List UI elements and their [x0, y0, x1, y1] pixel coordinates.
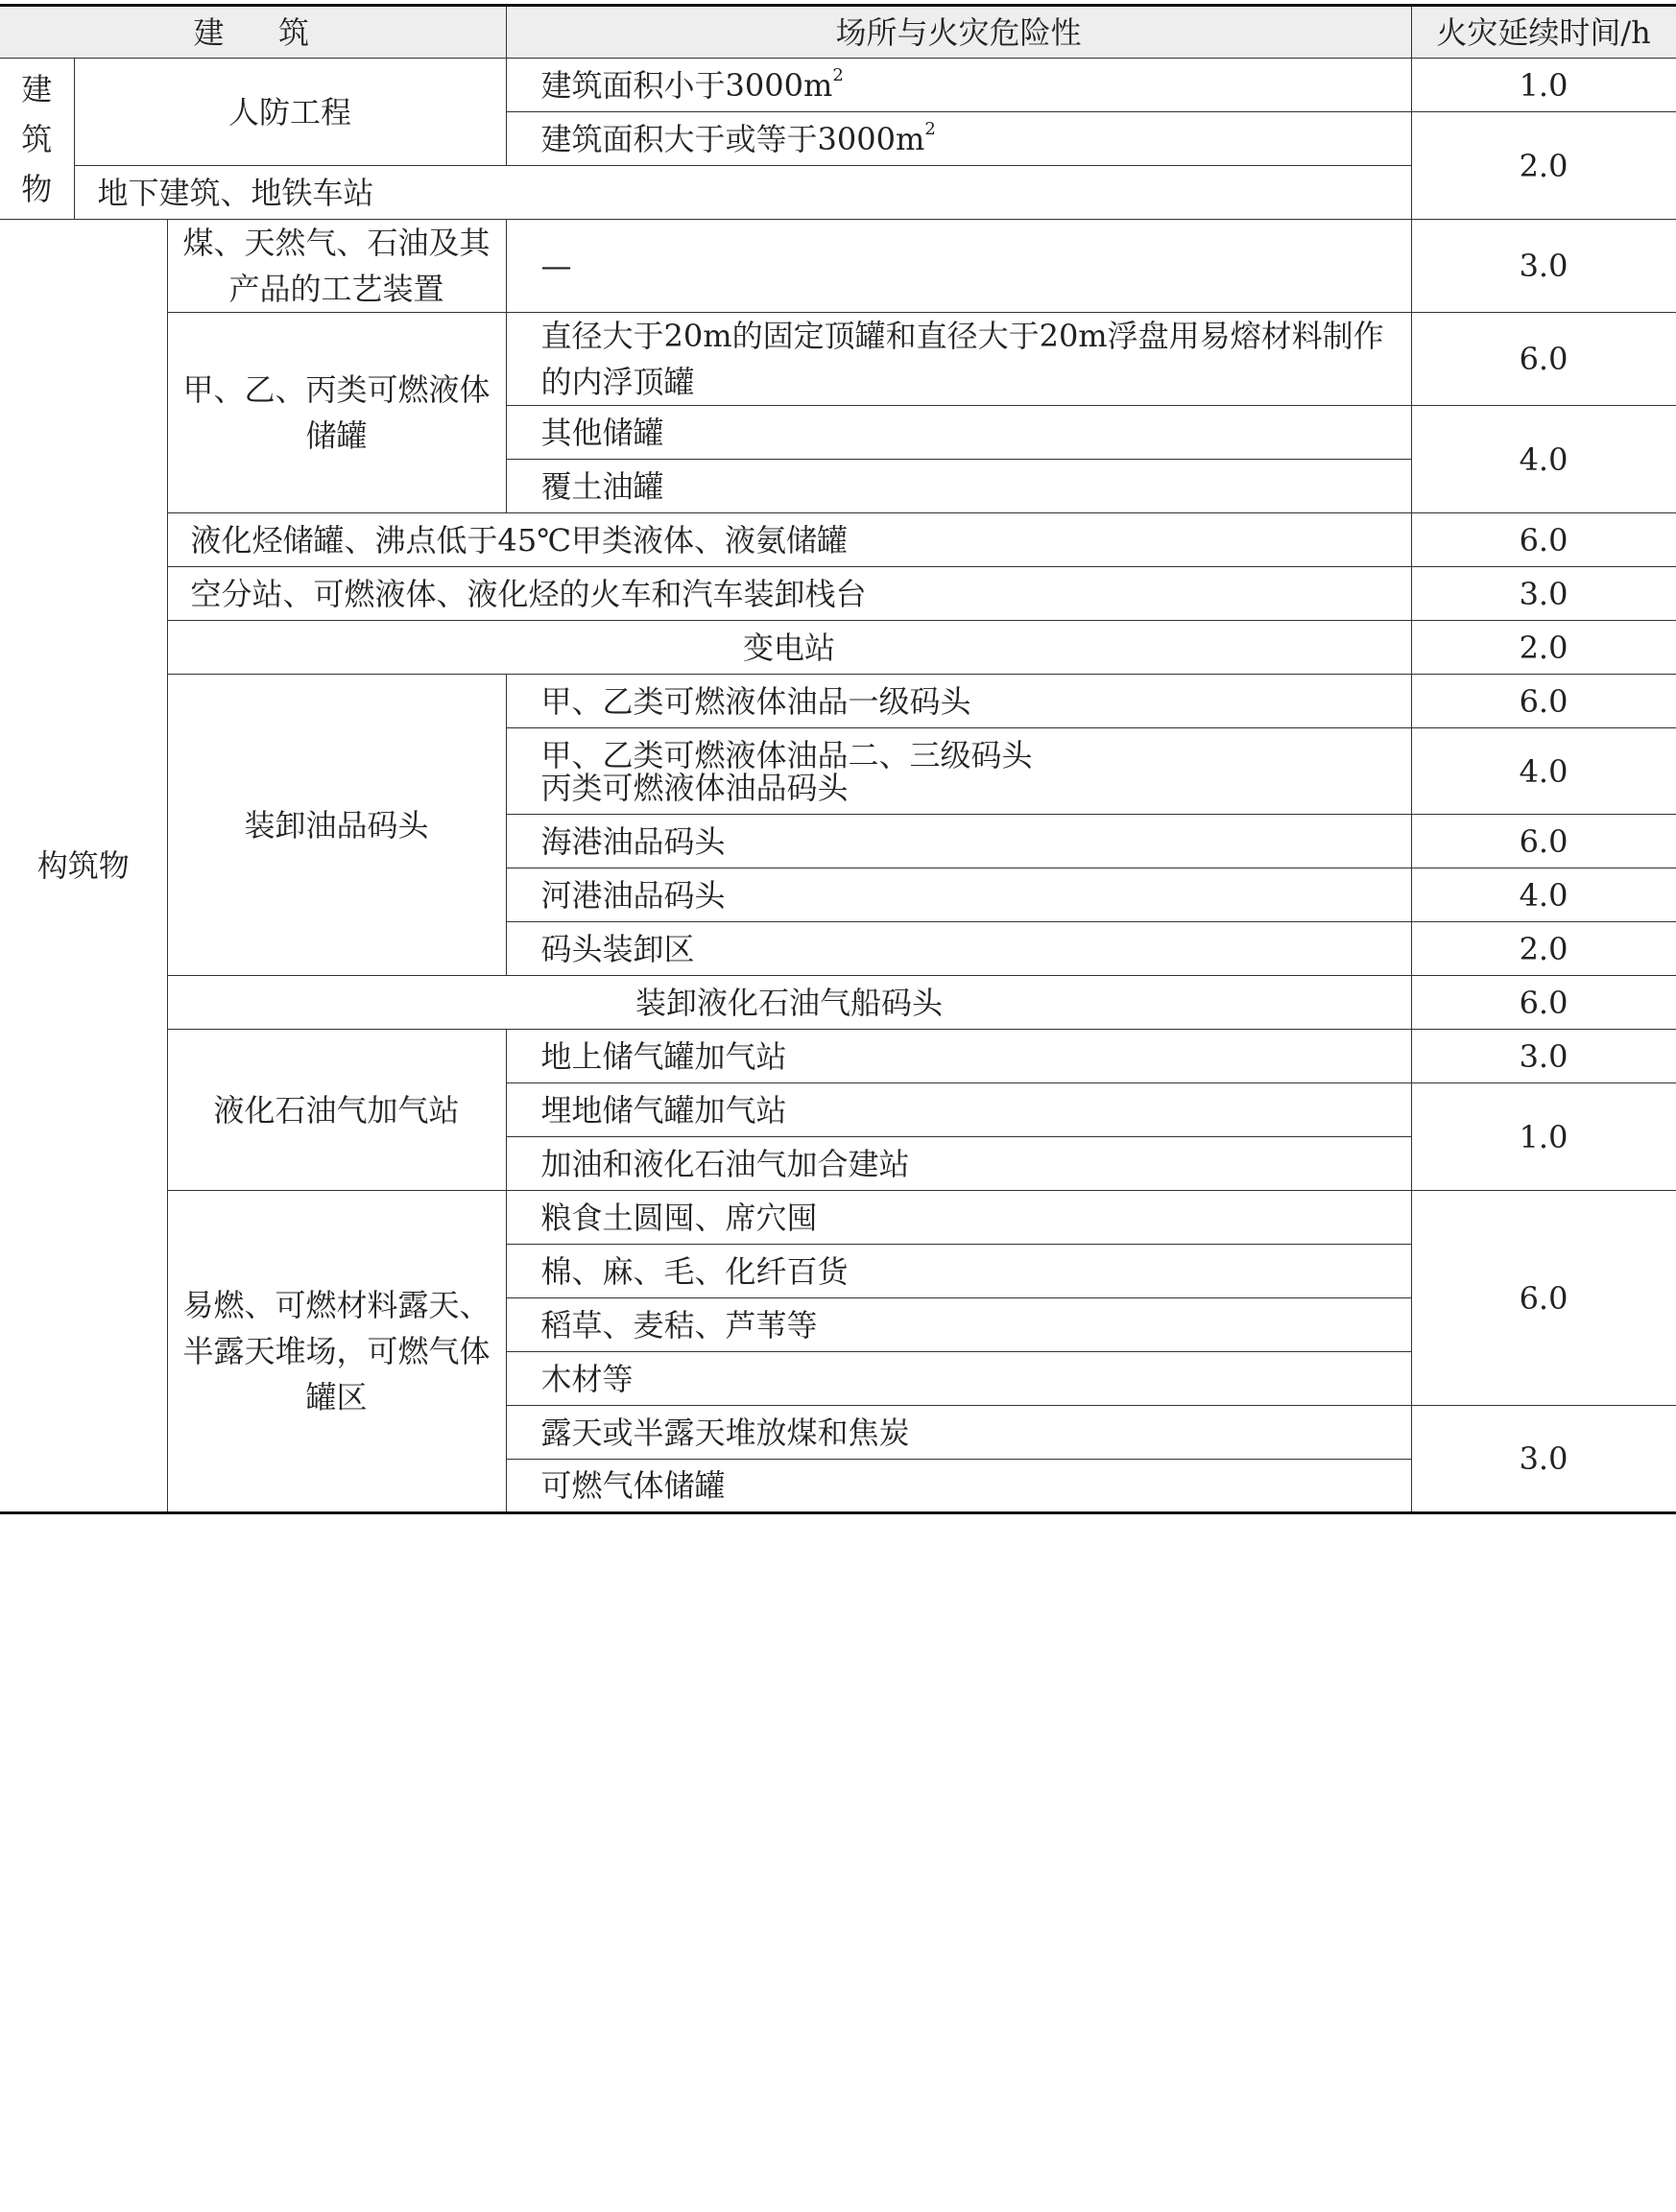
table-row: [0, 567, 1676, 621]
air-separation: 空分站、可燃液体、液化烃的火车和汽车装卸栈台: [167, 567, 1411, 621]
wharf-row1-duration: 6.0: [1411, 675, 1676, 728]
lpg-station-row3: 加油和液化石油气加合建站: [506, 1137, 1411, 1191]
tanks: 甲、乙、丙类可燃液体储罐: [167, 313, 506, 513]
table-row: [0, 621, 1676, 675]
wharf-row1: 甲、乙类可燃液体油品一级码头: [506, 675, 1411, 728]
tanks-row23-duration: 4.0: [1411, 406, 1676, 513]
wharf-row2-duration: 4.0: [1411, 728, 1676, 815]
yards-rows14-duration: 6.0: [1411, 1191, 1676, 1406]
wharf-row2-line2: 丙类可燃液体油品码头: [540, 769, 849, 806]
table-row: [0, 675, 1676, 728]
tanks-row3: 覆土油罐: [506, 460, 1411, 513]
category-structures: 构筑物: [0, 220, 167, 1513]
lpg-station: 液化石油气加气站: [167, 1030, 506, 1191]
area-large-duration: 2.0: [1411, 112, 1676, 220]
yards-row3: 稻草、麦秸、芦苇等: [506, 1298, 1411, 1352]
lpg-tanks-duration: 6.0: [1411, 513, 1676, 567]
table-row: [0, 1191, 1676, 1245]
yards-row5: 露天或半露天堆放煤和焦炭: [506, 1406, 1411, 1460]
process-duration: 3.0: [1411, 220, 1676, 313]
header-row: [0, 6, 1676, 59]
substation-duration: 2.0: [1411, 621, 1676, 675]
area-large-sup: 2: [924, 118, 936, 139]
underground: 地下建筑、地铁车站: [74, 166, 1411, 220]
lpg-station-row2: 埋地储气罐加气站: [506, 1083, 1411, 1137]
table-row: [0, 59, 1676, 112]
air-separation-duration: 3.0: [1411, 567, 1676, 621]
tanks-row2: 其他储罐: [506, 406, 1411, 460]
fire-duration-table: [0, 4, 1676, 1514]
yards-row2: 棉、麻、毛、化纤百货: [506, 1245, 1411, 1298]
tanks-row1: 直径大于20m的固定顶罐和直径大于20m浮盘用易熔材料制作的内浮顶罐: [506, 313, 1411, 406]
header-duration: 火灾延续时间/h: [1411, 6, 1676, 59]
area-large: [506, 112, 1411, 166]
lpg-station-row1-duration: 3.0: [1411, 1030, 1676, 1083]
area-small-duration: 1.0: [1411, 59, 1676, 112]
yards-row4: 木材等: [506, 1352, 1411, 1406]
area-large-text: 建筑面积大于或等于3000m: [540, 120, 925, 157]
table-row: [0, 1030, 1676, 1083]
wharf-row5-duration: 2.0: [1411, 922, 1676, 976]
wharf-row4-duration: 4.0: [1411, 868, 1676, 922]
table-row: [0, 220, 1676, 313]
lpg-tanks: 液化烃储罐、沸点低于45℃甲类液体、液氨储罐: [167, 513, 1411, 567]
lpg-station-row1: 地上储气罐加气站: [506, 1030, 1411, 1083]
process-detail: —: [506, 220, 1411, 313]
table-row: [0, 976, 1676, 1030]
wharf-row3: 海港油品码头: [506, 815, 1411, 868]
wharf-row2: [506, 728, 1411, 815]
lpg-wharf: 装卸液化石油气船码头: [167, 976, 1411, 1030]
area-small: [506, 59, 1411, 112]
yards: 易燃、可燃材料露天、半露天堆场，可燃气体罐区: [167, 1191, 506, 1513]
table-row: [0, 313, 1676, 406]
category-buildings-label: 建筑物: [21, 70, 53, 207]
wharf-row2-line1: 甲、乙类可燃液体油品二、三级码头: [540, 736, 1033, 773]
yards-row1: 粮食土圆囤、席穴囤: [506, 1191, 1411, 1245]
header-building: 建 筑: [0, 6, 506, 59]
table-row: [0, 513, 1676, 567]
wharf-row5: 码头装卸区: [506, 922, 1411, 976]
process-units: 煤、天然气、石油及其产品的工艺装置: [167, 220, 506, 313]
lpg-station-row23-duration: 1.0: [1411, 1083, 1676, 1191]
yards-row6: 可燃气体储罐: [506, 1460, 1411, 1513]
wharf-row3-duration: 6.0: [1411, 815, 1676, 868]
lpg-wharf-duration: 6.0: [1411, 976, 1676, 1030]
tanks-row1-duration: 6.0: [1411, 313, 1676, 406]
civil-defense: 人防工程: [74, 59, 506, 166]
yards-rows56-duration: 3.0: [1411, 1406, 1676, 1513]
wharf: 装卸油品码头: [167, 675, 506, 976]
header-venue-hazard: 场所与火灾危险性: [506, 6, 1411, 59]
substation: 变电站: [167, 621, 1411, 675]
area-small-text: 建筑面积小于3000m: [540, 66, 833, 104]
wharf-row4: 河港油品码头: [506, 868, 1411, 922]
category-buildings: [0, 59, 74, 220]
area-small-sup: 2: [832, 64, 844, 85]
